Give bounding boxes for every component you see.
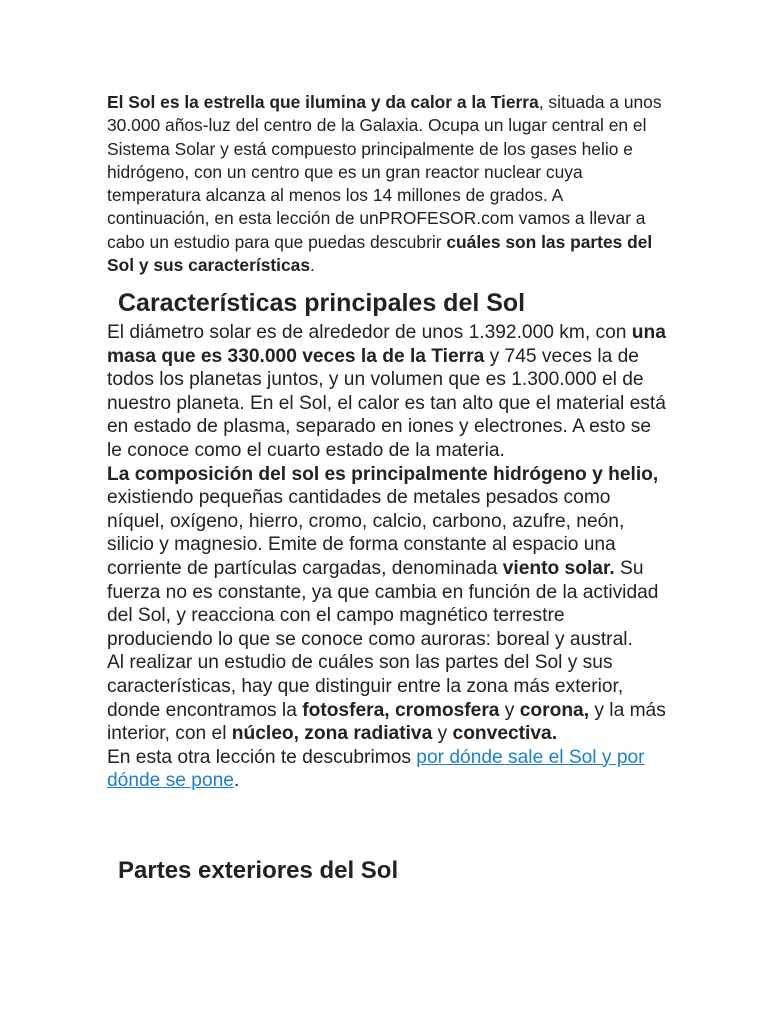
intro-paragraph <box>107 91 667 277</box>
intro-text: , situada a unos 30.000 años-luz del centro de la Galaxia. Ocupa un lugar central en el Sistema Solar y está compuesto principalmente de los gases helio e hidrógeno, con un centro que es un gran reactor nuclear cuya temperatura alcanza al menos los 14 millones de grados. A continuación, en esta lección de unPROFESOR.com vamos a llevar a cabo un estudio para que puedas descubrir <box>107 92 662 252</box>
link-sale-el-sol[interactable]: por dónde sale el Sol y por dónde se pone <box>107 746 645 792</box>
p1-text-2: y 745 veces la de todos los planetas juntos, y un volumen que es 1.300.000 el de nuestro planeta. En el Sol, el calor es tan alto que el material está en estado de plasma, separado en iones y electrones. A esto se le conoce como el cuarto estado de la materia. <box>107 345 666 461</box>
p2-text-2: Su fuerza no es constante, ya que cambia en función de la actividad del Sol, y reacciona con el campo magnético terrestre produciendo lo que se conoce como auroras: boreal y austral. <box>107 557 659 650</box>
paragraph-composicion <box>107 463 667 652</box>
paragraph-diametro <box>107 321 667 463</box>
p3-bold-1: fotosfera, cromosfera <box>302 699 500 721</box>
p3-text-1: Al realizar un estudio de cuáles son las partes del Sol y sus características, hay que distinguir entre la zona más exterior, donde encontramos la <box>107 652 624 721</box>
p3-text-3: y la más interior, con el <box>107 699 666 745</box>
p2-bold-2: viento solar. <box>502 557 615 579</box>
p4-text-1: En esta otra lección te descubrimos <box>107 746 417 768</box>
heading-partes-exteriores: Partes exteriores del Sol <box>118 857 399 884</box>
p2-text-1: existiendo pequeñas cantidades de metales pesados como níquel, oxígeno, hierro, cromo, calcio, carbono, azufre, neón, silicio y magnesio. Emite de forma constante al espacio una corriente de partículas cargadas, denominada <box>107 487 625 579</box>
p3-bold-3: núcleo, zona radiativa <box>231 723 433 745</box>
paragraph-leccion <box>107 746 667 793</box>
p2-bold-1: La composición del sol es principalmente hidrógeno y helio, <box>107 463 659 485</box>
heading-caracteristicas: Características principales del Sol <box>118 289 526 317</box>
paragraph-partes <box>107 651 667 745</box>
p3-bold-4: convectiva. <box>452 723 558 745</box>
intro-bold-lead: El Sol es la estrella que ilumina y da calor a la Tierra <box>107 92 539 112</box>
p1-text-1: El diámetro solar es de alrededor de unos 1.392.000 km, con <box>107 322 632 343</box>
intro-end: . <box>310 255 315 276</box>
p3-text-4: y <box>432 723 453 745</box>
p3-text-2: y <box>499 699 520 721</box>
intro-bold-tail: cuáles son las partes del Sol y sus características <box>107 231 653 276</box>
p3-bold-2: corona, <box>519 699 590 721</box>
p4-end: . <box>233 770 240 792</box>
main-section-body <box>107 321 667 793</box>
p1-bold-1: una masa que es 330.000 veces la de la Tierra <box>107 322 666 367</box>
